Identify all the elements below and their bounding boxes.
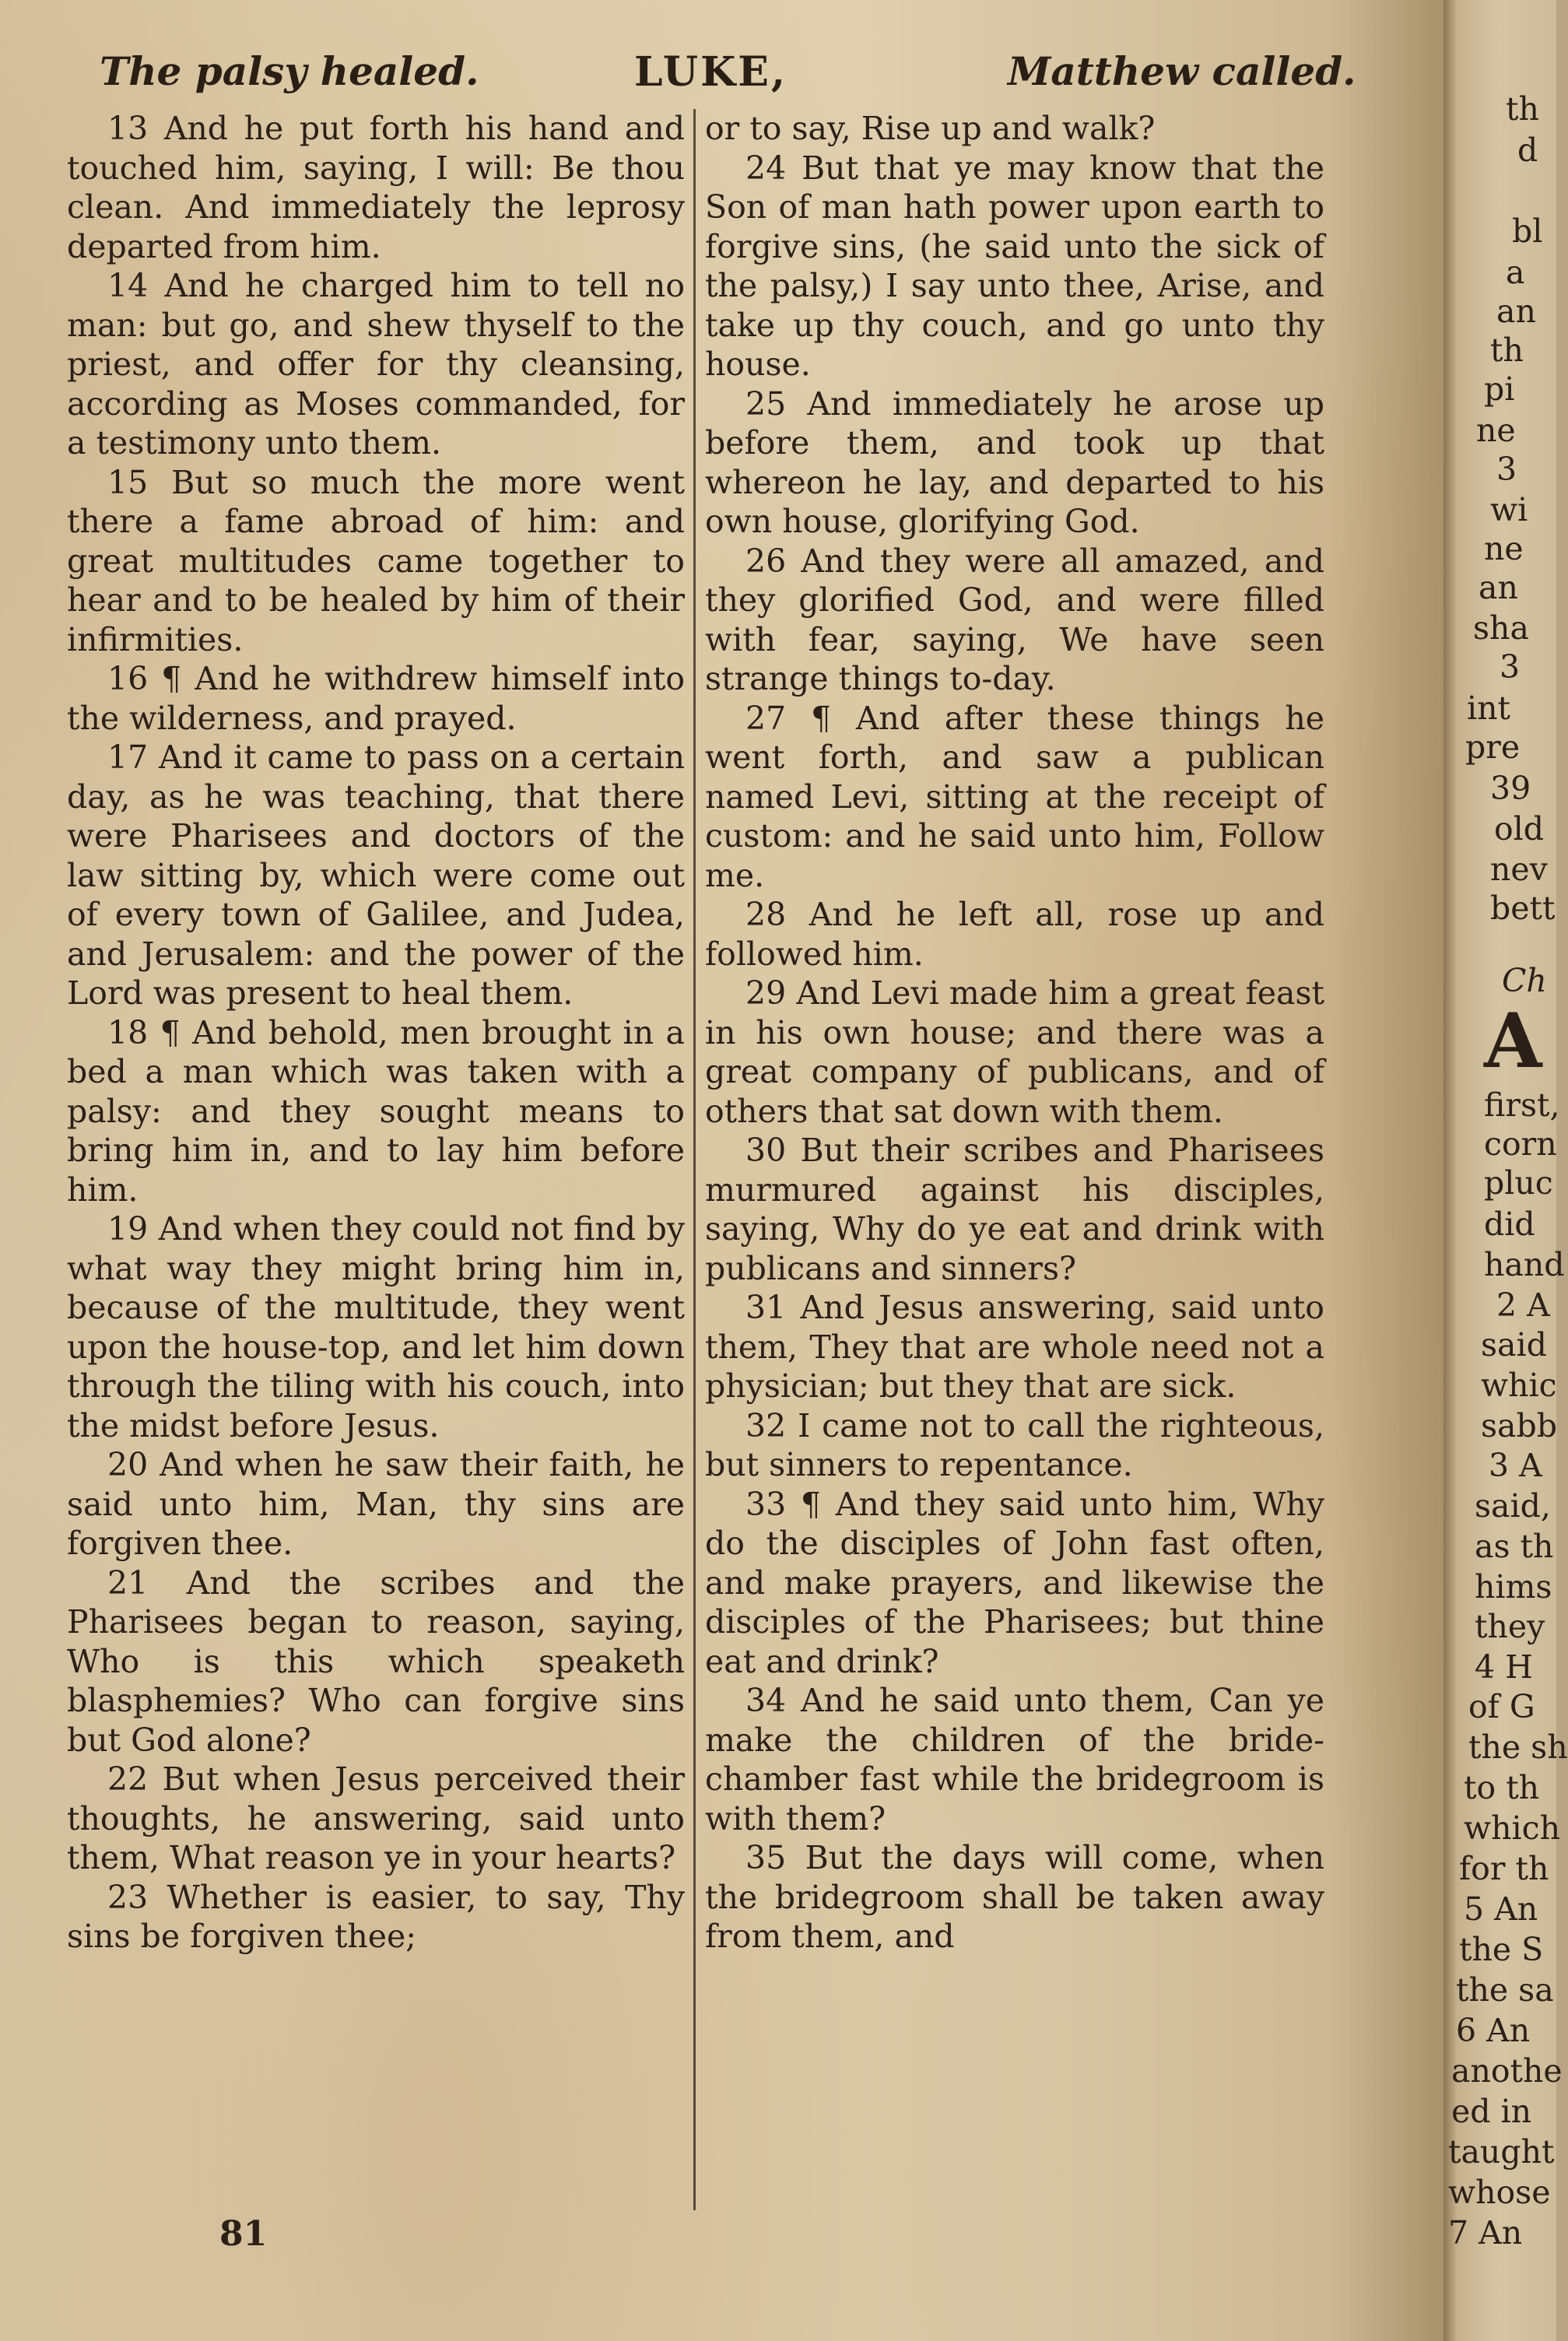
facing-fragment: old xyxy=(1494,810,1545,848)
verse-33: 33 ¶ And they said unto him, Why do the disciples of John fast often, and make prayers, and likewise the disciples of the Pharisees; but thine eat and drink? xyxy=(705,1485,1324,1680)
facing-fragment: wi xyxy=(1490,491,1528,528)
facing-fragment: ne xyxy=(1476,412,1516,449)
verse-28: 28 And he left all, rose up and followed him. xyxy=(705,896,1324,973)
facing-fragment: the S xyxy=(1459,1931,1544,1968)
facing-fragment: of G xyxy=(1468,1688,1535,1725)
facing-fragment: 3 xyxy=(1500,648,1521,686)
verse-19: 19 And when they could not find by what way they might bring him in, because of the multitude, they went upon the house-top, and let him down through the tiling with his couch, into the midst before Jesus. xyxy=(67,1210,685,1444)
verse-31: 31 And Jesus answering, said unto them, They that are whole need not a physician; but they that are sick. xyxy=(705,1289,1324,1405)
facing-fragment: hims xyxy=(1475,1568,1552,1606)
facing-fragment: th xyxy=(1506,90,1539,128)
facing-fragment: th xyxy=(1490,332,1524,369)
facing-fragment: pre xyxy=(1465,728,1521,766)
facing-fragment: whic xyxy=(1481,1367,1557,1404)
facing-fragment: a xyxy=(1506,254,1525,291)
facing-fragment: hand xyxy=(1484,1246,1565,1283)
facing-fragment: did xyxy=(1484,1206,1535,1243)
verse-18: 18 ¶ And behold, men brought in a bed a man which was taken with a palsy: and they sought means to bring him in, and to lay him before him. xyxy=(67,1013,685,1209)
verse-23-continued: or to say, Rise up and walk? xyxy=(705,110,1156,147)
facing-fragment: bl xyxy=(1512,212,1543,250)
verse-24: 24 But that ye may know that the Son of man hath power upon earth to forgive sins, (he said unto the sick of the palsy,) I say unto thee, Arise, and take up thy couch, and go unto thy house. xyxy=(705,149,1324,383)
facing-fragment: for th xyxy=(1459,1850,1549,1887)
facing-fragment: to th xyxy=(1464,1769,1540,1806)
verse-30: 30 But their scribes and Pharisees murmured against his disciples, saying, Why do ye eat and drink with publicans and sinners? xyxy=(705,1132,1324,1287)
facing-fragment: int xyxy=(1467,690,1510,727)
facing-fragment: sha xyxy=(1473,609,1529,647)
verse-22: 22 But when Jesus perceived their thoughts, he answering, said unto them, What reason ye in your hearts? xyxy=(67,1760,685,1876)
facing-fragment: 4 H xyxy=(1475,1648,1533,1686)
verse-23: 23 Whether is easier, to say, Thy sins be forgiven thee; xyxy=(67,1878,685,1955)
facing-drop-cap: A xyxy=(1484,997,1542,1085)
verse-14: 14 And he charged him to tell no man: but go, and shew thyself to the priest, and offer for thy cleansing, according as Moses commanded, for a testimony unto them. xyxy=(67,267,685,462)
verse-16: 16 ¶ And he withdrew himself into the wilderness, and prayed. xyxy=(67,660,685,737)
column-divider xyxy=(693,109,696,2210)
facing-fragment: 6 An xyxy=(1456,2012,1531,2049)
verse-21: 21 And the scribes and the Pharisees began to reason, saying, Who is this which speaketh blasphemies? Who can forgive sins but God alone? xyxy=(67,1564,685,1759)
facing-fragment: an xyxy=(1496,293,1536,330)
facing-fragment: 3 A xyxy=(1489,1447,1542,1484)
running-head-right: Matthew called. xyxy=(1008,48,1356,94)
facing-fragment: 2 A xyxy=(1496,1286,1550,1324)
facing-fragment: sabb xyxy=(1481,1407,1557,1444)
facing-fragment: said xyxy=(1481,1326,1547,1364)
left-column xyxy=(67,109,685,2210)
verse-27: 27 ¶ And after these things he went forth, and saw a publican named Levi, sitting at the receipt of custom: and he said unto him, Follow me. xyxy=(705,699,1324,894)
facing-fragment: an xyxy=(1479,569,1518,606)
facing-fragment: 3 xyxy=(1496,451,1517,488)
verse-17: 17 And it came to pass on a certain day, as he was teaching, that there were Pharisees and doctors of the law sitting by, which were come out of every town of Galilee, and Judea, and Jerusalem: and the power of the Lord was present to heal them. xyxy=(67,739,685,1012)
verse-32: 32 I came not to call the righteous, but sinners to repentance. xyxy=(705,1406,1324,1483)
facing-fragment: nev xyxy=(1490,851,1548,888)
verse-29: 29 And Levi made him a great feast in his own house; and there was a great company of publicans, and of others that sat down with them. xyxy=(705,974,1324,1130)
running-head xyxy=(0,48,1443,103)
running-head-left: The palsy healed. xyxy=(100,48,479,94)
facing-fragment: whose xyxy=(1448,2174,1551,2211)
facing-fragment: corn xyxy=(1484,1125,1557,1163)
facing-fragment: first, xyxy=(1484,1086,1560,1124)
page-number: 81 xyxy=(219,2214,268,2254)
verse-34: 34 And he said unto them, Can ye make the children of the bride-chamber fast while the bridegroom is with them? xyxy=(705,1682,1324,1837)
facing-chapter-heading: Ch xyxy=(1502,962,1547,999)
facing-fragment: the sh xyxy=(1468,1729,1568,1766)
facing-fragment: the sa xyxy=(1456,1971,1554,2009)
right-column xyxy=(705,109,1324,2210)
facing-fragment: 7 An xyxy=(1448,2214,1523,2252)
facing-fragment: which xyxy=(1464,1809,1560,1847)
facing-fragment: 39 xyxy=(1490,770,1531,807)
facing-fragment: taught xyxy=(1448,2133,1555,2171)
facing-fragment: ne xyxy=(1484,530,1524,567)
running-head-book-title: LUKE, xyxy=(634,48,788,96)
verse-13: 13 And he put forth his hand and touched him, saying, I will: Be thou clean. And immediately the leprosy departed from him. xyxy=(67,110,685,265)
facing-fragment: said, xyxy=(1475,1487,1551,1525)
verse-35: 35 But the days will come, when the bridegroom shall be taken away from them, and xyxy=(705,1839,1324,1955)
facing-fragment: d xyxy=(1517,132,1538,169)
facing-fragment: as th xyxy=(1475,1528,1554,1565)
facing-fragment: they xyxy=(1475,1608,1545,1645)
facing-fragment: pi xyxy=(1484,370,1515,408)
facing-fragment: anothe xyxy=(1451,2052,1563,2090)
facing-fragment: bett xyxy=(1490,890,1556,927)
verse-26: 26 And they were all amazed, and they glorified God, and were filled with fear, saying, We have seen strange things to-day. xyxy=(705,542,1324,697)
verse-25: 25 And immediately he arose up before them, and took up that whereon he lay, and departed to his own house, glorifying God. xyxy=(705,384,1324,540)
facing-fragment: pluc xyxy=(1484,1164,1553,1202)
verse-15: 15 But so much the more went there a fame abroad of him: and great multitudes came together to hear and to be healed by him of their infirmities. xyxy=(67,463,685,658)
facing-fragment: ed in xyxy=(1451,2093,1532,2130)
facing-fragment: 5 An xyxy=(1464,1890,1538,1928)
verse-20: 20 And when he saw their faith, he said unto him, Man, thy sins are forgiven thee. xyxy=(67,1446,685,1562)
facing-page-edge xyxy=(1443,0,1568,2341)
